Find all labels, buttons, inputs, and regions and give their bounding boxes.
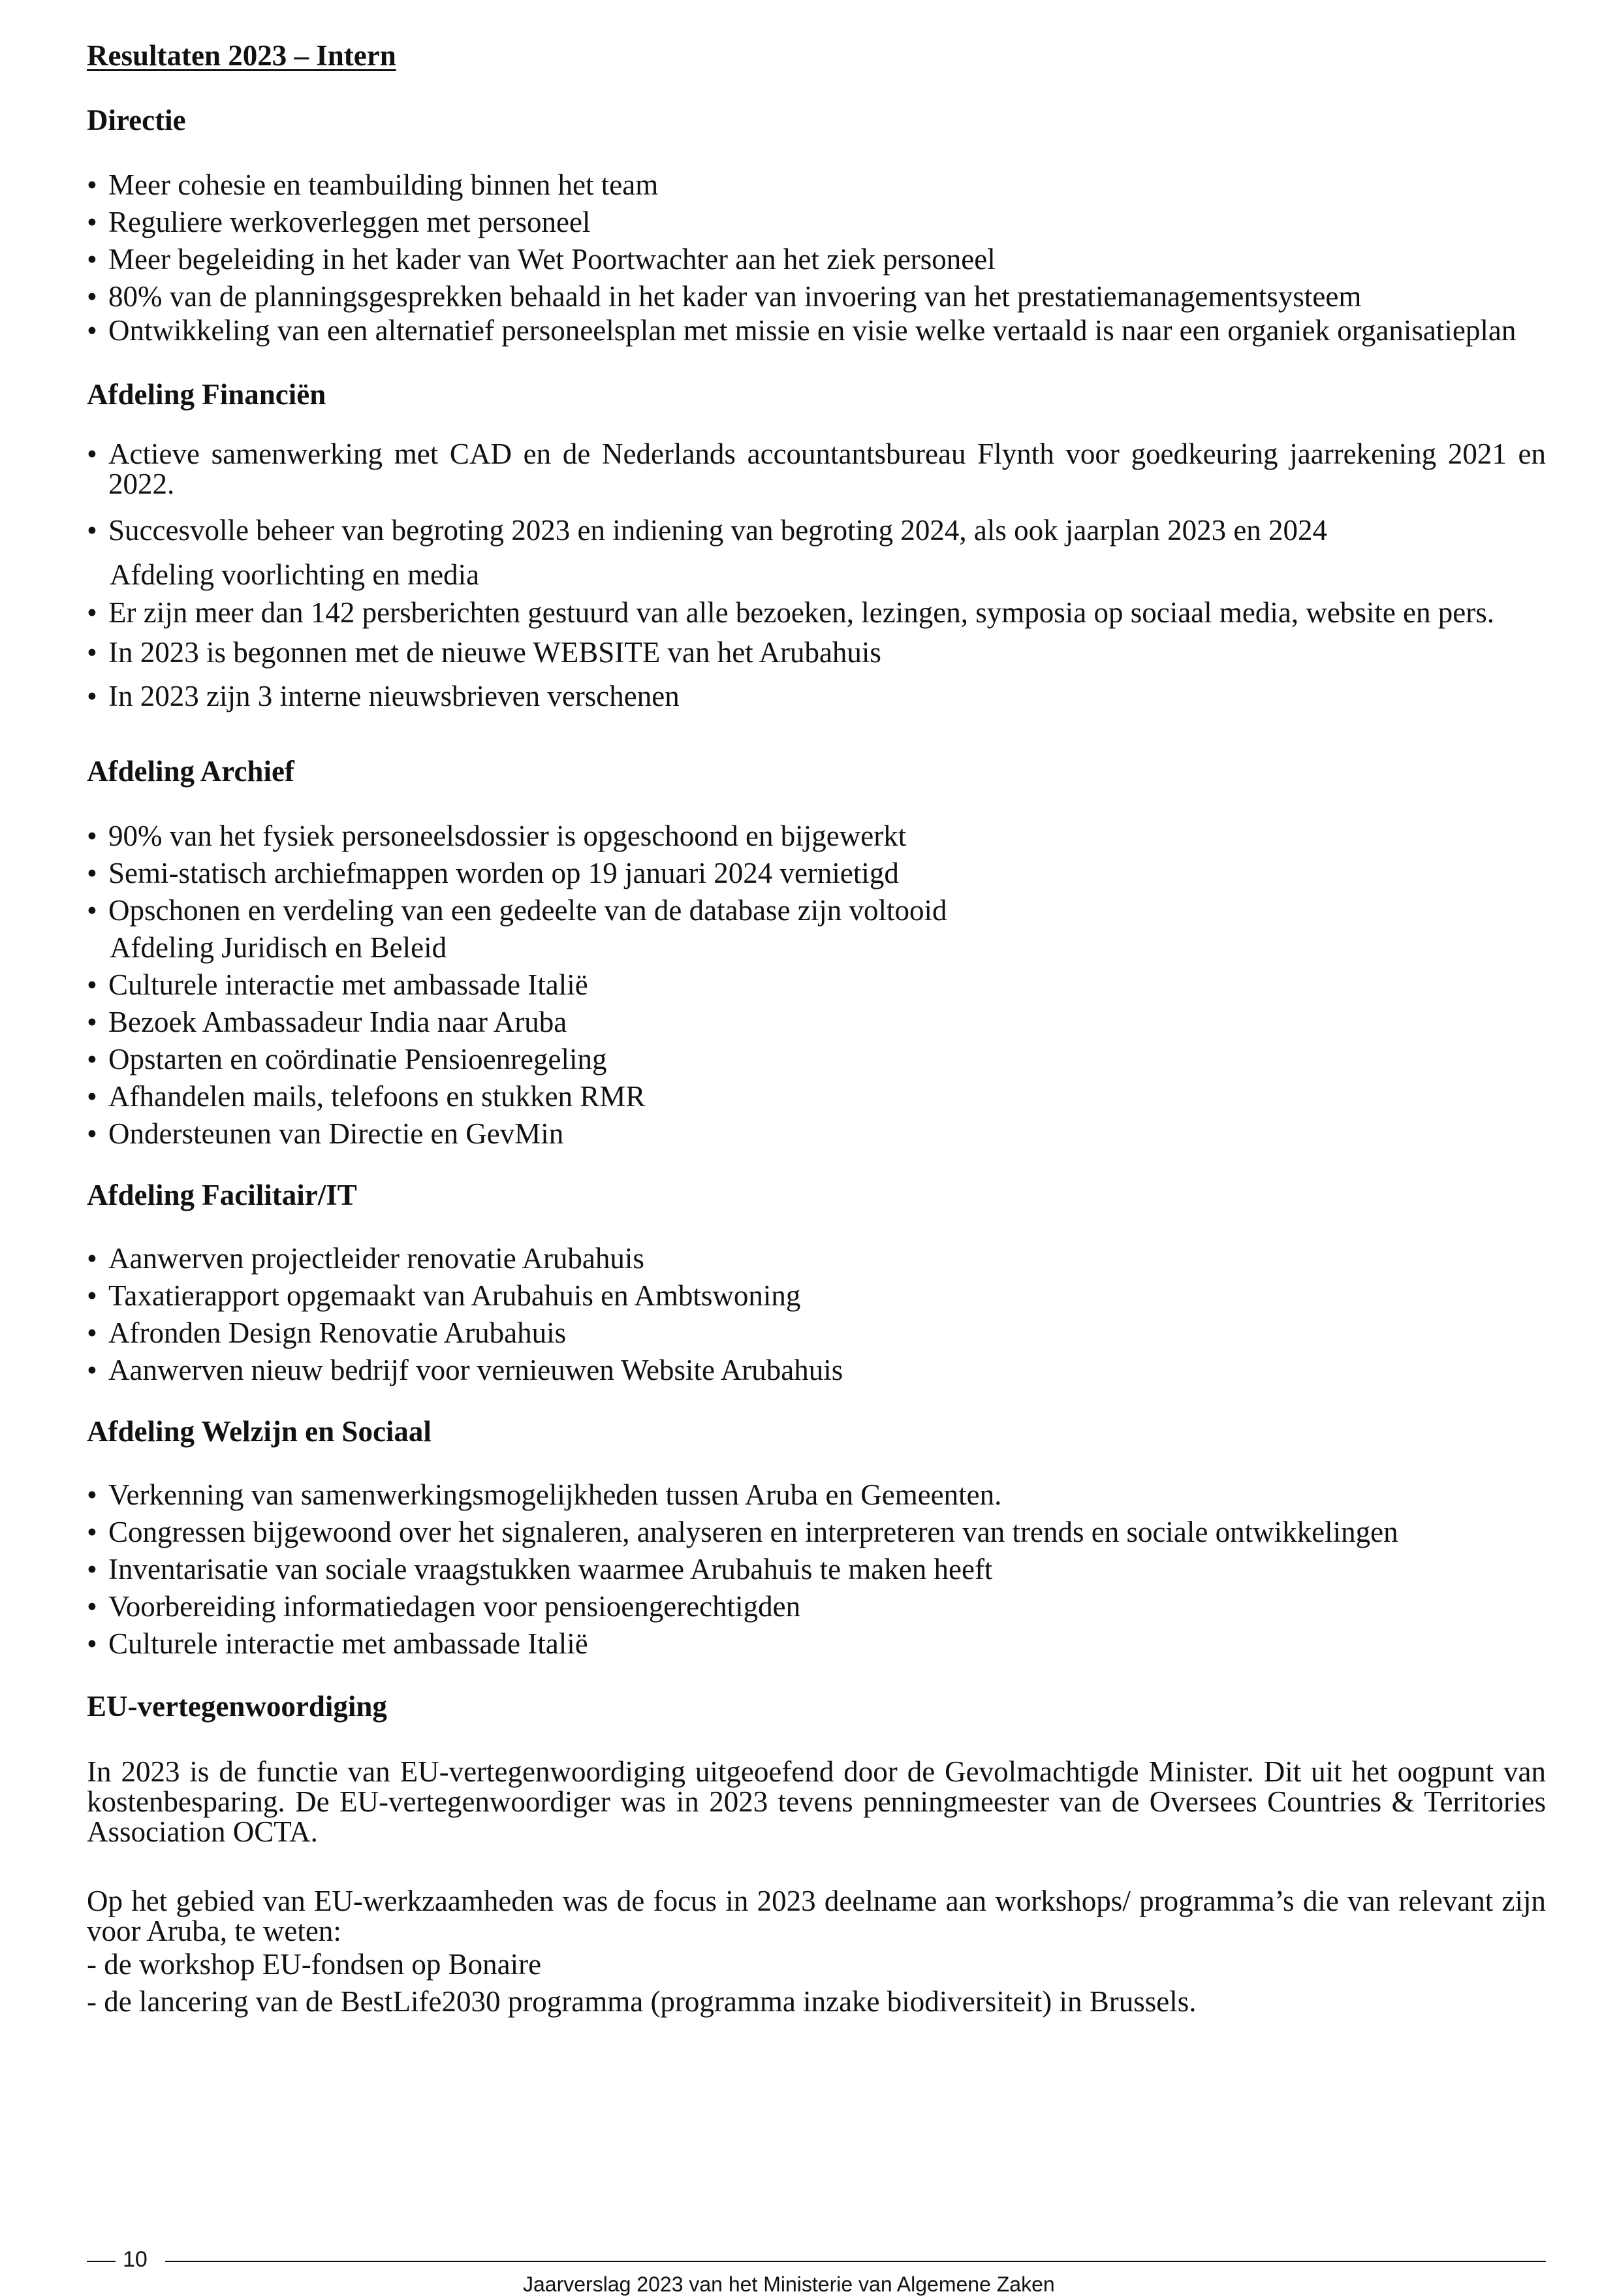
list-item: • Aanwerven nieuw bedrijf voor vernieuwen Website Arubahuis bbox=[87, 1352, 1546, 1389]
eu-paragraph-1: In 2023 is de functie van EU-vertegenwoordiging uitgeoefend door de Gevolmachtigde Minister. Dit uit het oogpunt van kostenbesparing. De EU-vertegenwoordiger was in 2023 tevens penningmeester van de Oversees Countries & Territories Association OCTA. bbox=[87, 1755, 1546, 1848]
running-title: Jaarverslag 2023 van het Ministerie van Algemene Zaken bbox=[523, 2272, 1055, 2296]
section-heading-facilitair: Afdeling Facilitair/IT bbox=[87, 1179, 357, 1211]
page-footer bbox=[87, 2246, 1546, 2296]
page-number: 10 bbox=[123, 2247, 148, 2272]
voorlichting-list bbox=[87, 598, 1546, 715]
list-item: • Meer begeleiding in het kader van Wet Poortwachter aan het ziek personeel bbox=[87, 241, 1546, 278]
facilitair-list bbox=[87, 1240, 1546, 1389]
list-item: • Opschonen en verdeling van een gedeelte van de database zijn voltooid bbox=[87, 892, 1546, 929]
list-item: • Succesvolle beheer van begroting 2023 en indiening van begroting 2024, als ook jaarplan 2023 en 2024 bbox=[87, 512, 1546, 549]
section-heading-eu: EU-vertegenwoordiging bbox=[87, 1690, 387, 1723]
section-heading-financien: Afdeling Financiën bbox=[87, 378, 326, 411]
section-heading-archief: Afdeling Archief bbox=[87, 755, 294, 788]
list-item: • Voorbereiding informatiedagen voor pensioengerechtigden bbox=[87, 1588, 1546, 1625]
list-item: • Actieve samenwerking met CAD en de Nederlands accountantsbureau Flynth voor goedkeuring jaarrekening 2021 en 2022. bbox=[87, 439, 1546, 499]
list-item: • Congressen bijgewoond over het signaleren, analyseren en interpreteren van trends en sociale ontwikkelingen bbox=[87, 1514, 1546, 1551]
list-item: • Ontwikkeling van een alternatief personeelsplan met missie en visie welke vertaald is naar een organiek organisatieplan bbox=[87, 315, 1546, 345]
list-item: • Aanwerven projectleider renovatie Arubahuis bbox=[87, 1240, 1546, 1277]
list-item: • Taxatierapport opgemaakt van Arubahuis en Ambtswoning bbox=[87, 1277, 1546, 1315]
footer-dash bbox=[87, 2261, 116, 2262]
archief-list bbox=[87, 818, 1546, 929]
footer-rule bbox=[165, 2261, 1546, 2262]
list-item: • Afhandelen mails, telefoons en stukken RMR bbox=[87, 1078, 1546, 1115]
list-item: • Culturele interactie met ambassade Italië bbox=[87, 1625, 1546, 1663]
list-item: • Reguliere werkoverleggen met personeel bbox=[87, 204, 1546, 241]
eu-dash-item: - de lancering van de BestLife2030 programma (programma inzake biodiversiteit) in Brussels. bbox=[87, 1985, 1197, 2018]
list-item: • Inventarisatie van sociale vraagstukken waarmee Arubahuis te maken heeft bbox=[87, 1551, 1546, 1588]
list-item: • Semi-statisch archiefmappen worden op 19 januari 2024 vernietigd bbox=[87, 855, 1546, 892]
page-title: Resultaten 2023 – Intern bbox=[87, 39, 396, 72]
document-page bbox=[87, 38, 1546, 2020]
section-heading-welzijn: Afdeling Welzijn en Sociaal bbox=[87, 1415, 432, 1448]
list-item: • Ondersteunen van Directie en GevMin bbox=[87, 1115, 1546, 1153]
eu-paragraph-2: Op het gebied van EU-werkzaamheden was de focus in 2023 deelname aan workshops/ programma’s die van relevant zijn voor Aruba, te weten: bbox=[87, 1885, 1546, 1947]
list-item: • In 2023 zijn 3 interne nieuwsbrieven verschenen bbox=[87, 678, 1546, 715]
list-item: • 90% van het fysiek personeelsdossier is opgeschoond en bijgewerkt bbox=[87, 818, 1546, 855]
directie-list bbox=[87, 167, 1546, 345]
juridisch-list bbox=[87, 966, 1546, 1153]
list-item: • Opstarten en coördinatie Pensioenregeling bbox=[87, 1041, 1546, 1078]
list-item: • Verkenning van samenwerkingsmogelijkheden tussen Aruba en Gemeenten. bbox=[87, 1476, 1546, 1514]
list-item: • 80% van de planningsgesprekken behaald in het kader van invoering van het prestatiemanagementsysteem bbox=[87, 278, 1546, 315]
list-item: • In 2023 is begonnen met de nieuwe WEBSITE van het Arubahuis bbox=[87, 634, 1546, 671]
section-heading-directie: Directie bbox=[87, 104, 186, 136]
list-item: • Culturele interactie met ambassade Italië bbox=[87, 966, 1546, 1004]
financien-list bbox=[87, 439, 1546, 549]
welzijn-list bbox=[87, 1476, 1546, 1663]
list-item: • Afronden Design Renovatie Arubahuis bbox=[87, 1315, 1546, 1352]
list-item: • Meer cohesie en teambuilding binnen het team bbox=[87, 167, 1546, 204]
subsection-label-voorlichting: Afdeling voorlichting en media bbox=[110, 558, 480, 591]
subsection-label-juridisch: Afdeling Juridisch en Beleid bbox=[110, 931, 447, 964]
list-item: • Bezoek Ambassadeur India naar Aruba bbox=[87, 1004, 1546, 1041]
list-item: • Er zijn meer dan 142 persberichten gestuurd van alle bezoeken, lezingen, symposia op sociaal media, website en pers. bbox=[87, 598, 1546, 628]
eu-dash-item: - de workshop EU-fondsen op Bonaire bbox=[87, 1948, 542, 1981]
